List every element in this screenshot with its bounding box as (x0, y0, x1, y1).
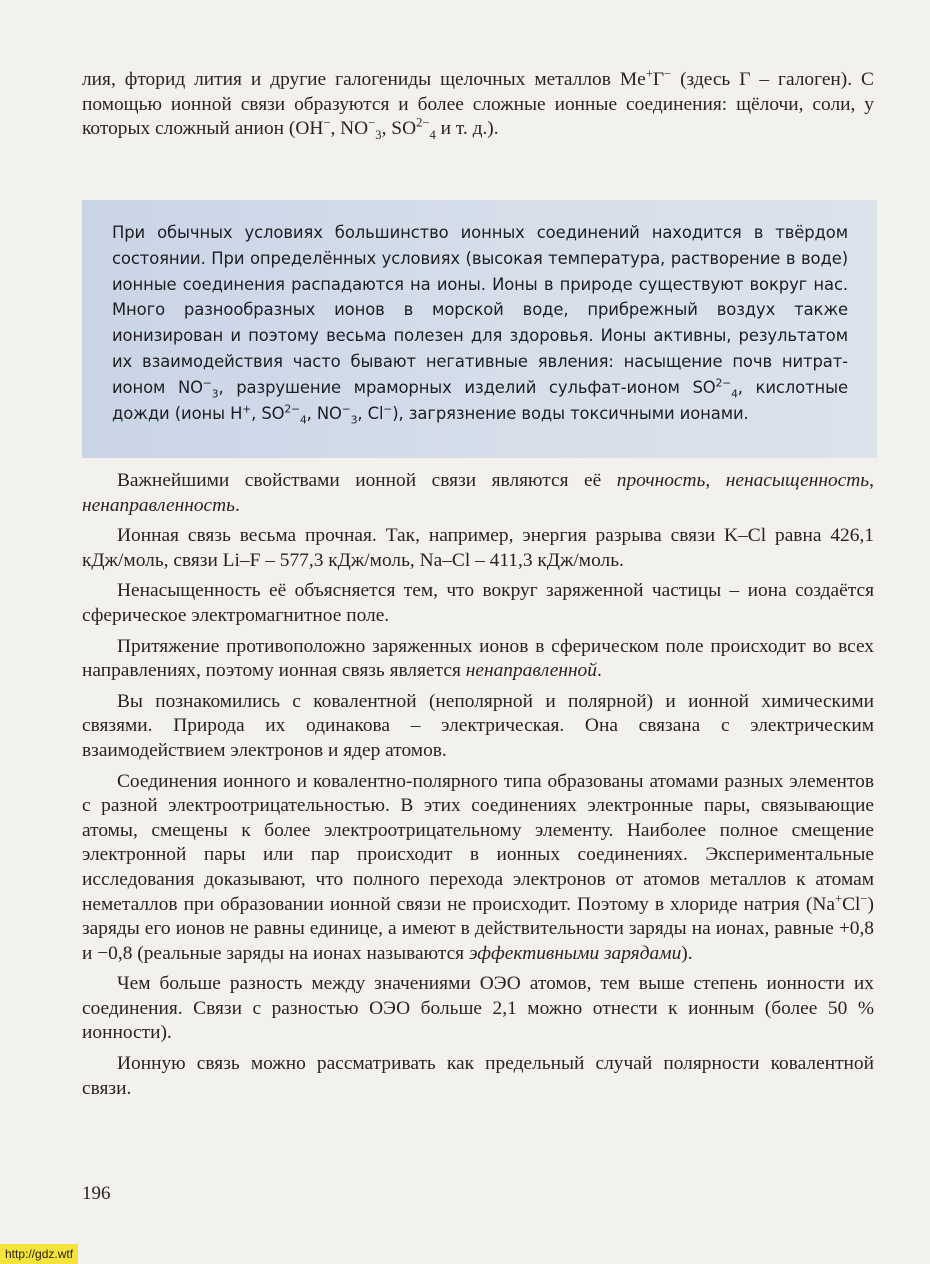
highlight-box-text (112, 220, 848, 426)
highlight-part-4: , SO (251, 403, 285, 423)
properties-paragraph (82, 469, 874, 518)
highlight-part-5: , NO (306, 403, 342, 423)
compounds-mid: Cl (842, 893, 861, 915)
top-paragraph (82, 68, 874, 142)
compounds-paragraph (82, 770, 874, 967)
bonds-paragraph: Вы познакомились с ковалентной (неполярной и полярной) и ионной химическими связями. Природа их одинакова – электрическая. Она связана с электрическим взаимодействием электронов и ядер атомов. (82, 690, 874, 761)
direction-end: . (596, 660, 602, 682)
oeo-paragraph: Чем больше разность между значениями ОЭО атомов, тем выше степень ионности их соединения. Связи с разностью ОЭО больше 2,1 можно отнести к ионным (более 50 % ионности). (82, 973, 874, 1044)
properties-sep-1: , (705, 470, 726, 491)
properties-sep-2: , (869, 470, 874, 491)
highlight-part-6: , Cl (357, 403, 384, 423)
top-oh-sup: − (323, 115, 331, 130)
top-text-1: лия, фторид лития и другие галогениды щелочных металлов Me (82, 69, 646, 90)
highlight-part-2: , разрушение мраморных изделий сульфат-ионом SO (218, 377, 716, 397)
top-no-sup: − (368, 115, 376, 130)
properties-lead: Важнейшими свойствами ионной связи являются её (117, 470, 617, 491)
unsaturation-paragraph: Ненасыщенность её объясняется тем, что вокруг заряженной частицы – иона создаётся сферическое электромагнитное поле. (82, 580, 874, 626)
highlight-sup-5: − (341, 402, 351, 416)
page-number: 196 (82, 1183, 111, 1204)
compounds-sup-1: + (834, 891, 843, 906)
top-sup-2: − (664, 66, 672, 81)
highlight-part-1: При обычных условиях большинство ионных соединений находится в твёрдом состоянии. При определённых условиях (высокая температура, растворение в воде) ионные соединения распадаются на ионы. Ионы в природе существуют вокруг нас. Много разнообразных ионов в морской воде, прибрежный воздух также ионизирован и поэтому весьма полезен для здоровья. Ионы активны, результатом их взаимодействия часто бывают негативные явления: насыщение почв нитрат-ионом NO (112, 223, 848, 397)
strength-paragraph: Ионная связь весьма прочная. Так, например, энергия разрыва связи K–Cl равна 426,1 кДж/моль, связи Li–F – 577,3 кДж/моль, Na–Cl – 411,3 кДж/моль. (82, 525, 874, 571)
highlight-sup-2: 2− (715, 376, 732, 390)
highlight-sup-4: 2− (284, 402, 300, 416)
top-sup-1: + (645, 66, 653, 81)
top-tail: и т. д.). (435, 118, 499, 140)
highlight-part-7: ), загрязнение воды токсичными ионами. (392, 403, 749, 423)
top-text-2: Г (652, 69, 665, 90)
highlight-sup-1: − (202, 376, 212, 390)
property-nondirection: ненаправленность (82, 494, 235, 516)
compounds-text: Соединения ионного и ковалентно-полярного типа образованы атомами разных элементов с разной электроотрицательностью. В этих соединениях электронные пары, связывающие атомы, смещены к более электроотрицательному элементу. Наиболее полное смещение электронной пары или пар происходит в ионных соединениях. Экспериментальные исследования доказывают, что полного перехода электронов от атомов металлов к атомам неметаллов при образовании ионной связи не происходит. Поэтому в хлориде натрия (Na (82, 770, 874, 915)
highlight-sub-4: 4 (299, 412, 307, 426)
top-so-sup: 2− (416, 115, 430, 130)
properties-end: . (234, 494, 240, 516)
direction-paragraph (82, 635, 874, 684)
highlight-sub-2: 4 (731, 387, 738, 401)
compounds-end: ). (681, 942, 693, 964)
watermark-link[interactable]: http://gdz.wtf (0, 1244, 78, 1264)
body-text (82, 469, 874, 1101)
property-unsaturation: ненасыщенность (725, 470, 870, 491)
property-strength: прочность (616, 470, 706, 491)
compounds-sup-2: − (860, 891, 868, 906)
highlight-sub-5: 3 (350, 412, 358, 426)
top-so-sub: 4 (429, 128, 436, 143)
top-no-base: , NO (330, 118, 369, 140)
compounds-emph: эффективными зарядами (468, 942, 682, 964)
direction-text: Притяжение противоположно заряженных ионов в сферическом поле происходит во всех направлениях, поэтому ионная связь является (82, 635, 874, 682)
direction-emph: ненаправленной (465, 660, 597, 682)
highlight-sub-1: 3 (211, 387, 219, 401)
top-text-3: (здесь Г – галоген). С помощью ионной связи образуются и более сложные ионные соединения: щёлочи, соли, у которых сложный анион (OH (82, 69, 874, 140)
compounds-text-2: ) заряды его ионов не равны единице, а имеют в действительности заряды на ионах, равные +0,8 и −0,8 (реальные заряды на ионах называются (82, 893, 874, 964)
top-no-sub: 3 (375, 128, 382, 143)
top-so-base: , SO (381, 118, 417, 140)
highlight-sup-6: − (383, 402, 393, 416)
highlight-part-3: , кислотные дожди (ионы H (112, 377, 848, 423)
final-paragraph: Ионную связь можно рассматривать как предельный случай полярности ковалентной связи. (82, 1053, 874, 1099)
highlight-sup-3: + (242, 402, 252, 416)
